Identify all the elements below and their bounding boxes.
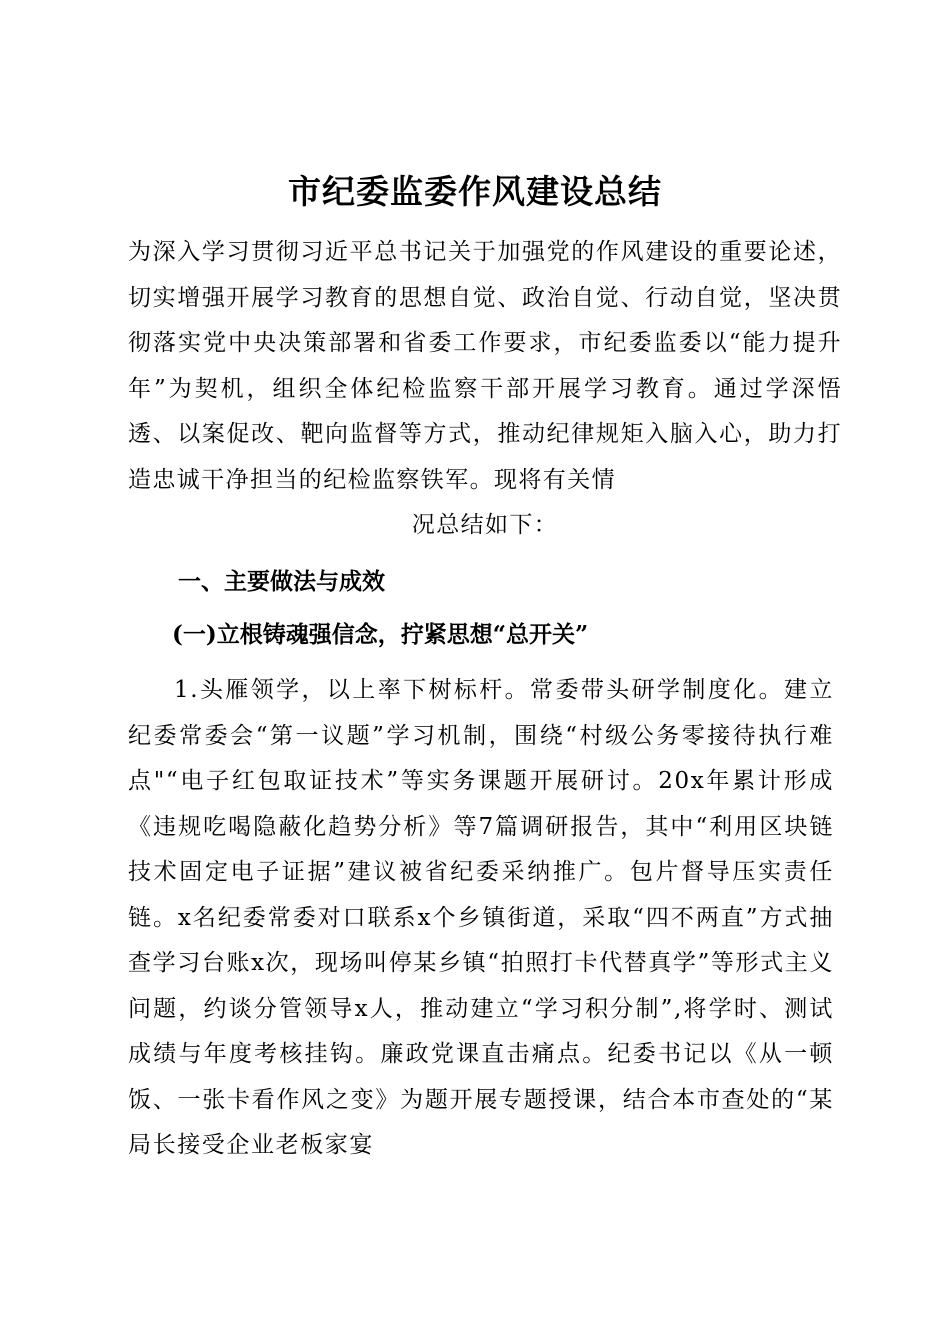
subsection-heading-1: (一)立根铸魂强信念，拧紧思想“总开关” xyxy=(172,621,589,648)
body-paragraph-1: 1.头雁领学，以上率下树标杆。常委带头研学制度化。建立纪委常委会“第一议题”学习机制，围绕“村级公务零接待执行难点"“电子红包取证技术”等实务课题开展研讨。20x年累计形成《违规吃喝隐蔽化趋势分析》等7篇调研报告，其中“利用区块链技术固定电子证据”建议被省纪委采纳推广。包片督导压实责任链。x名纪委常委对口联系x个乡镇街道，采取“四不两直”方式抽查学习台账x次，现场叫停某乡镇“拍照打卡代替真学”等形式主义问题，约谈分管领导x人，推动建立“学习积分制”,将学时、测试成绩与年度考核挂钩。廉政党课直击痛点。纪委书记以《从一顿饭、一张卡看作风之变》为题开展专题授课，结合本市查处的“某局长接受企业老板家宴 xyxy=(128,677,834,1158)
document-title: 市纪委监委作风建设总结 xyxy=(288,172,662,211)
section-heading-1: 一、主要做法与成效 xyxy=(178,569,385,595)
intro-text: 为深入学习贯彻习近平总书记关于加强党的作风建设的重要论述，切实增强开展学习教育的思想自觉、政治自觉、行动自觉，坚决贯彻落实党中央决策部署和省委工作要求，市纪委监委以“能力提升年”为契机，组织全体纪检监察干部开展学习教育。通过学深悟透、以案促改、靶向监督等方式，推动纪律规矩入脑入心，助力打造忠诚干净担当的纪检监察铁军。现将有关情 xyxy=(128,239,842,493)
intro-paragraph xyxy=(128,230,842,549)
intro-last-line: 况总结如下： xyxy=(411,512,559,538)
